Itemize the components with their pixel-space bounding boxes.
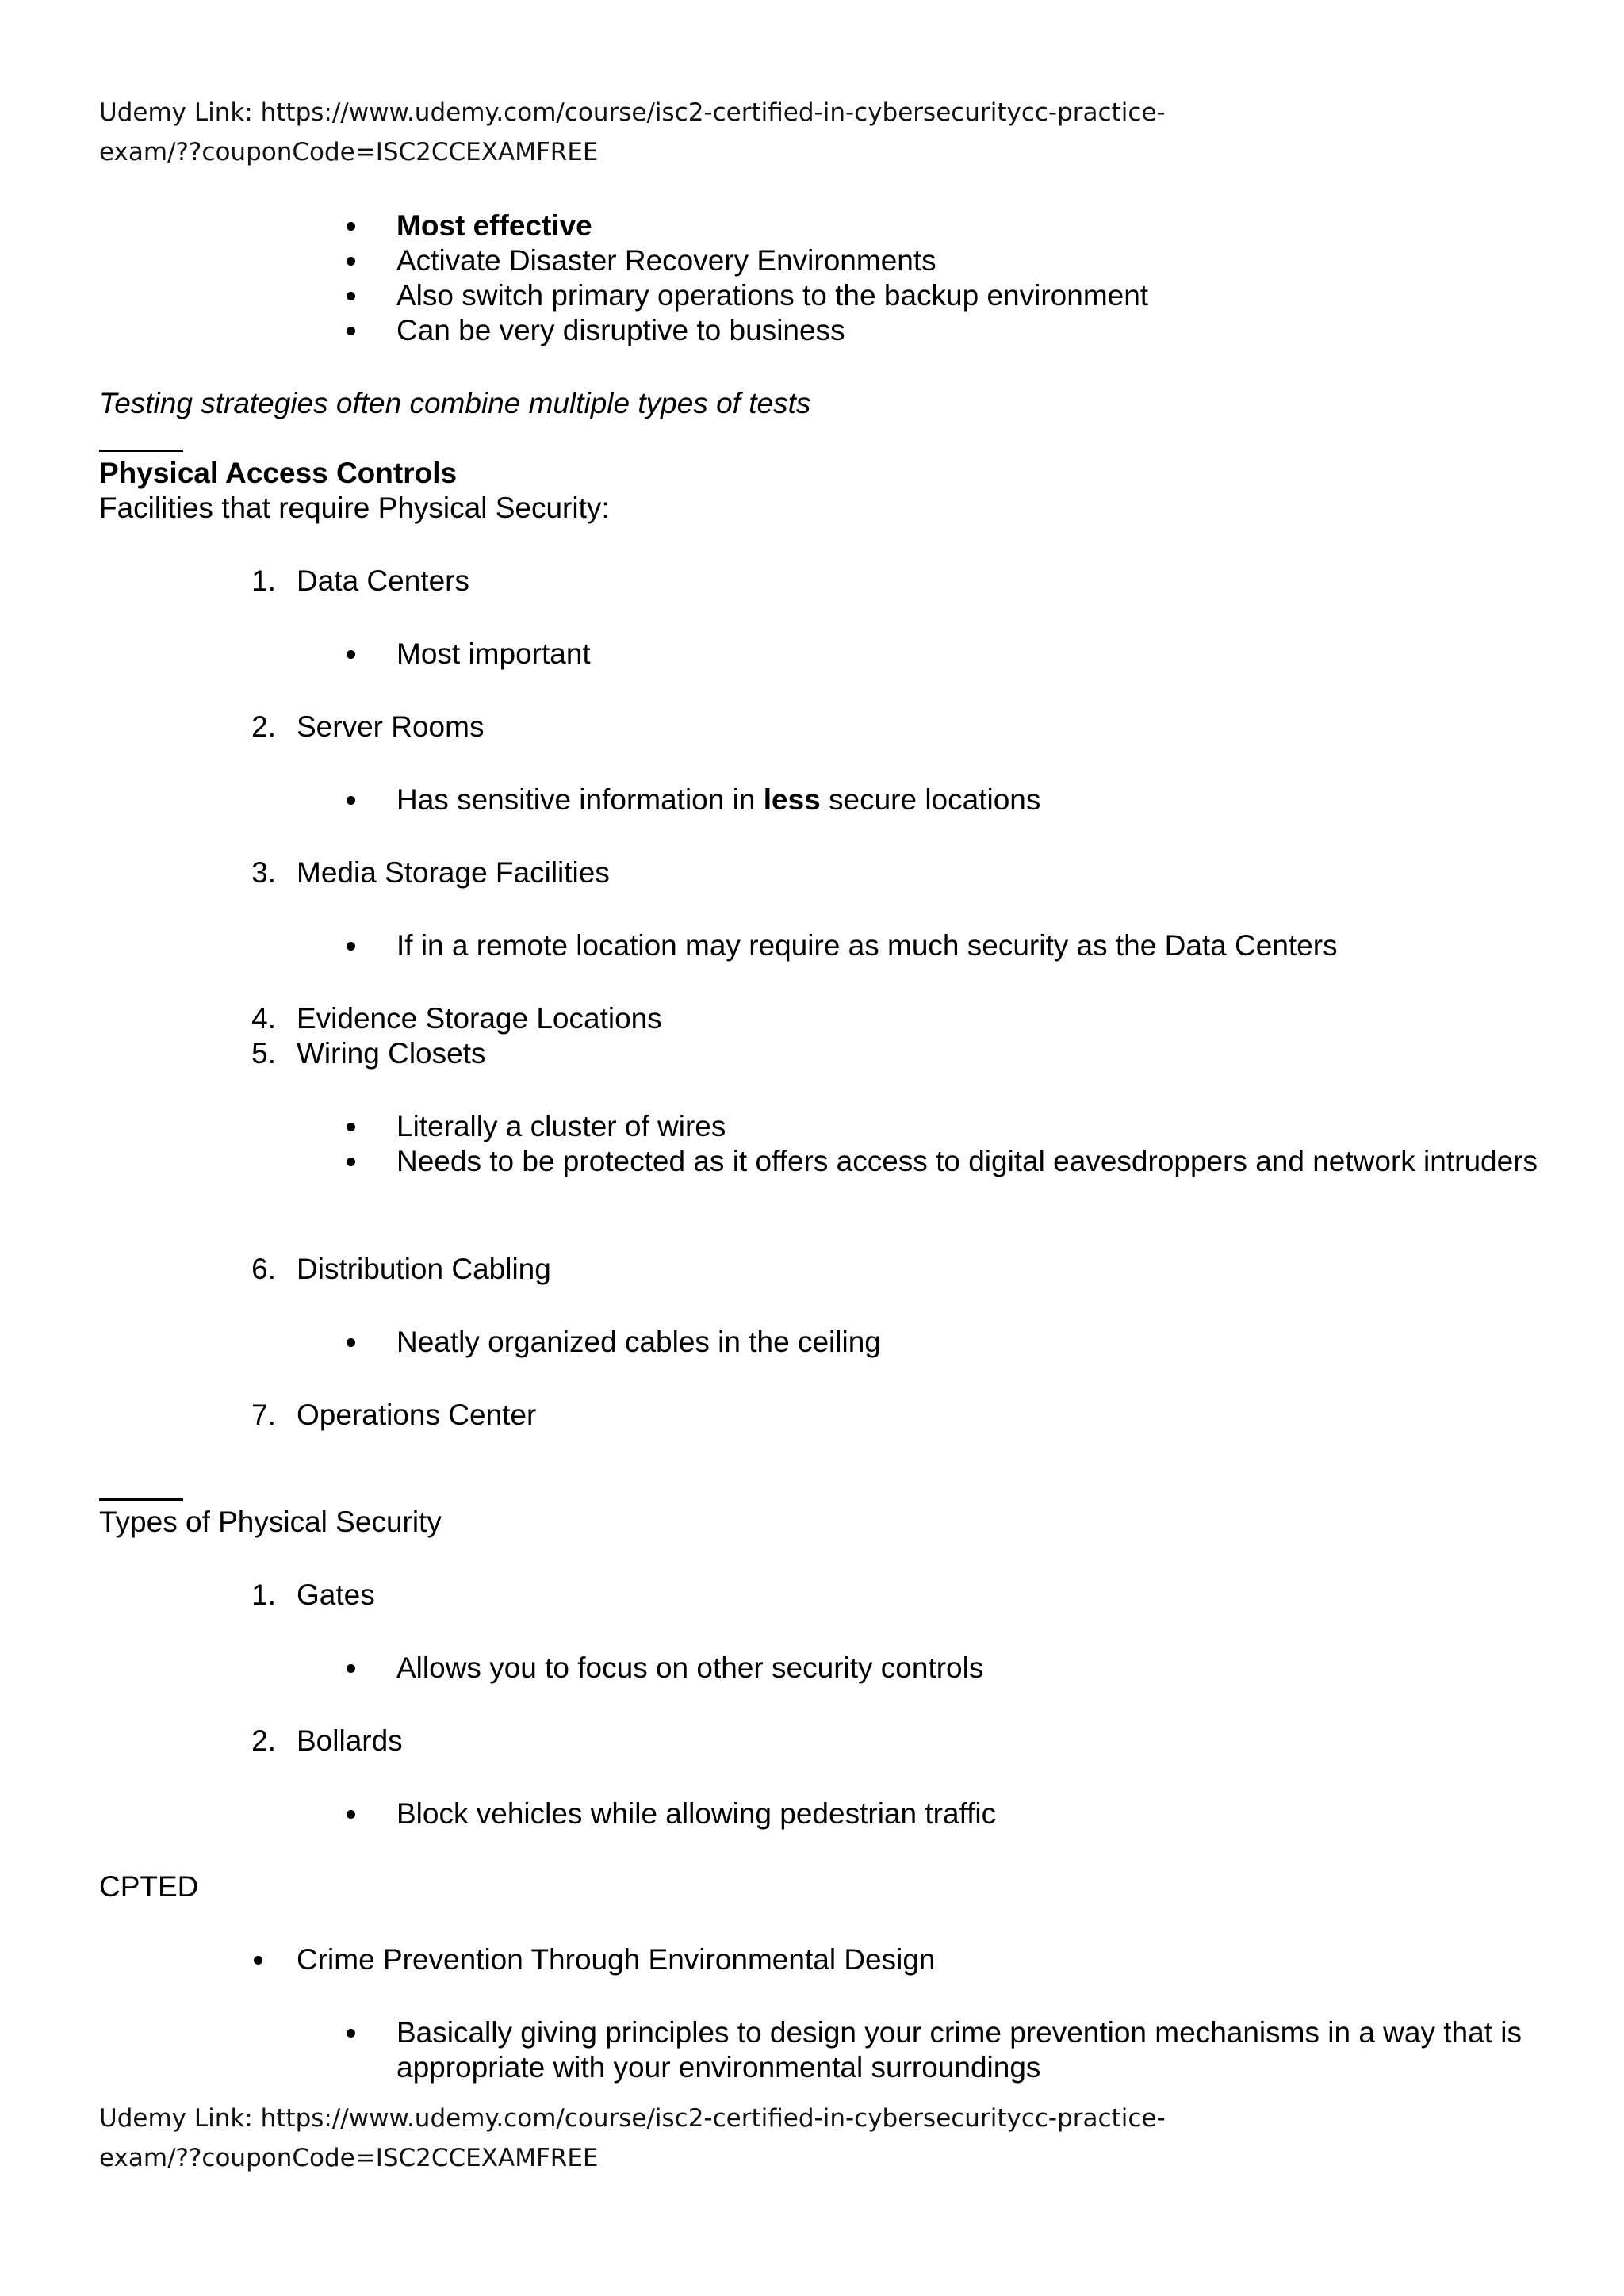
sub-bullet-sensitive-info [396,783,1040,817]
bullet-dot [347,1664,355,1673]
sub-bullet-text: secure locations [820,783,1041,816]
bullet-dot [347,1338,355,1347]
sub-bullet-remote-location: If in a remote location may require as much security as the Data Centers [396,929,1338,962]
bullet-dot [347,1810,355,1819]
bullet-dot [347,222,355,231]
footer-link-line-1: Udemy Link: https://www.udemy.com/course/isc2-certified-in-cybersecuritycc-practice- [99,2104,1166,2133]
bullet-dot [347,1123,355,1131]
bullet-dot [347,1158,355,1166]
list-number: 2. [251,1724,276,1757]
list-item-distribution-cabling: Distribution Cabling [297,1253,551,1285]
bullet-disruptive: Can be very disruptive to business [396,314,845,346]
list-item-wiring-closets: Wiring Closets [297,1037,486,1070]
sub-bullet-cluster-wires: Literally a cluster of wires [396,1110,726,1142]
list-number: 1. [251,564,276,597]
bullet-dot [347,257,355,266]
list-item-evidence-storage: Evidence Storage Locations [297,1002,662,1035]
sub-bullet-block-vehicles: Block vehicles while allowing pedestrian traffic [396,1797,997,1830]
sub-bullet-text: Has sensitive information in [396,783,764,816]
section-divider [99,1498,183,1501]
list-number: 4. [251,1002,276,1035]
bullet-activate-dr: Activate Disaster Recovery Environments [396,244,936,277]
bullet-most-effective: Most effective [396,209,592,242]
bullet-dot [347,796,355,805]
list-item-operations-center: Operations Center [297,1399,537,1431]
header-link-line-2: exam/??couponCode=ISC2CCEXAMFREE [99,138,599,166]
list-item-media-storage: Media Storage Facilities [297,856,610,889]
bullet-dot [347,327,355,335]
cpted-sub-bullet: Basically giving principles to design your crime prevention mechanisms in a way that is appropriate with your environmental surroundings [396,2016,1522,2084]
list-number: 1. [251,1578,276,1611]
bullet-dot [347,942,355,951]
testing-note: Testing strategies often combine multiple types of tests [99,387,811,419]
sub-bullet-needs-protection: Needs to be protected as it offers access to digital eavesdroppers and network intruders [396,1145,1538,1177]
sub-bullet-most-important: Most important [396,637,591,670]
bullet-dot [347,292,355,300]
sub-bullet-focus-controls: Allows you to focus on other security controls [396,1651,984,1684]
list-item-bollards: Bollards [297,1724,403,1757]
footer-link-line-2: exam/??couponCode=ISC2CCEXAMFREE [99,2144,599,2172]
bullet-dot [347,2029,355,2038]
list-number: 2. [251,710,276,743]
cpted-bullet: Crime Prevention Through Environmental Design [297,1943,936,1976]
cpted-title: CPTED [99,1870,199,1903]
emphasis-less: less [763,783,821,816]
bullet-dot [347,650,355,659]
list-item-gates: Gates [297,1578,375,1611]
bullet-dot [254,1956,262,1965]
header-link-line-1: Udemy Link: https://www.udemy.com/course/isc2-certified-in-cybersecuritycc-practice- [99,98,1166,127]
section-title-physical-types: Types of Physical Security [99,1506,442,1538]
list-number: 6. [251,1253,276,1285]
physical-access-intro: Facilities that require Physical Security: [99,492,610,524]
bullet-switch-primary: Also switch primary operations to the backup environment [396,279,1149,312]
list-item-data-centers: Data Centers [297,564,469,597]
list-item-server-rooms: Server Rooms [297,710,485,743]
list-number: 3. [251,856,276,889]
section-divider [99,450,183,452]
sub-bullet-cables-ceiling: Neatly organized cables in the ceiling [396,1326,881,1358]
list-number: 7. [251,1399,276,1431]
section-title-physical-access: Physical Access Controls [99,457,458,489]
list-number: 5. [251,1037,276,1070]
